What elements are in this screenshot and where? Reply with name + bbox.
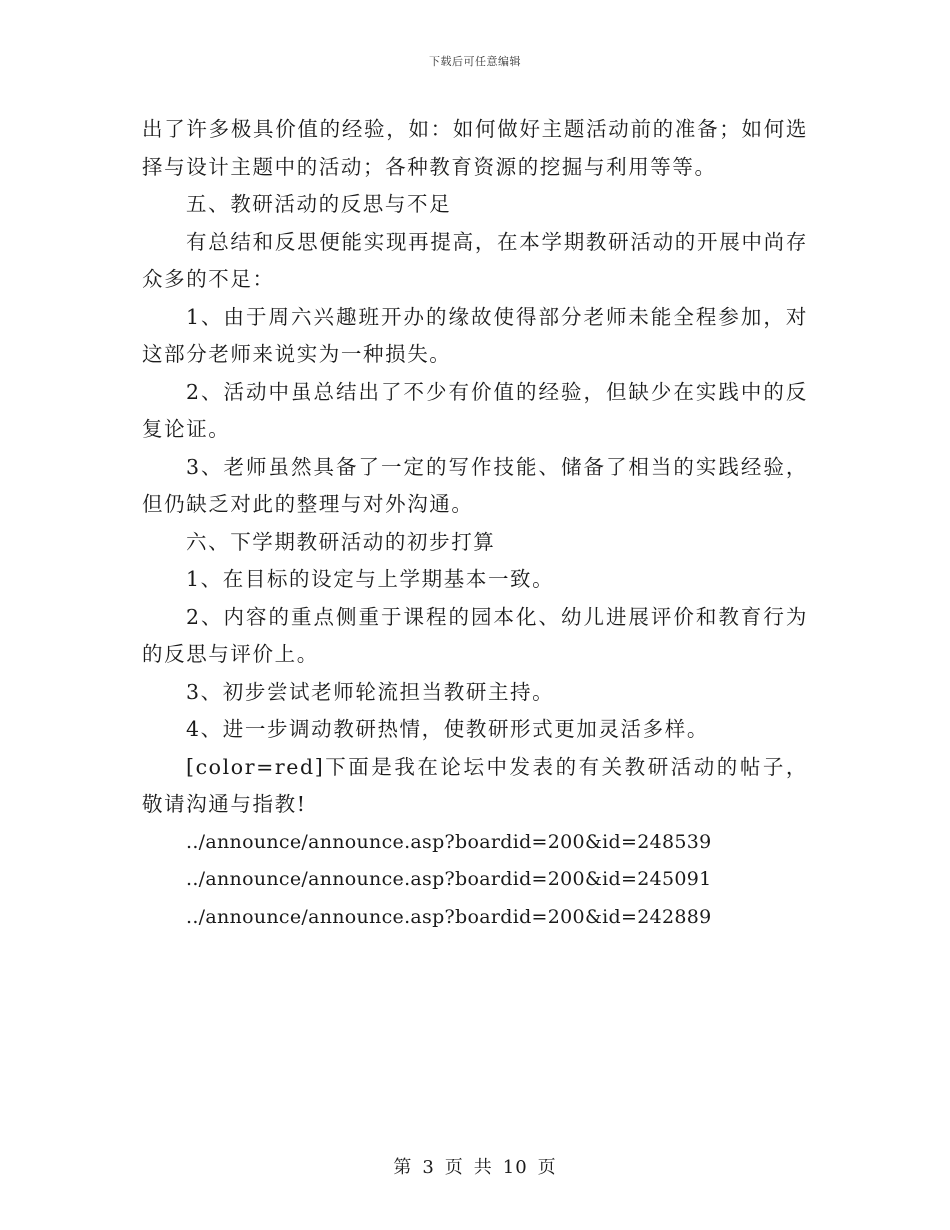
document-body (142, 111, 808, 936)
list-item: 2、活动中虽总结出了不少有价值的经验，但缺少在实践中的反复论证。 (142, 379, 808, 441)
paragraph: [color=red]下面是我在论坛中发表的有关教研活动的帖子，敬请沟通与指教! (142, 754, 808, 816)
list-item: 1、在目标的设定与上学期基本一致。 (186, 567, 555, 591)
forum-link: ../announce/announce.asp?boardid=200&id=248539 (186, 830, 712, 853)
footer-page-unit-end: 页 (537, 1157, 557, 1178)
list-item: 4、进一步调动教研热情，使教研形式更加灵活多样。 (186, 717, 709, 741)
page-header: 下载后可任意编辑 (429, 55, 521, 68)
list-item: 3、老师虽然具备了一定的写作技能、储备了相当的实践经验，但仍缺乏对此的整理与对外沟通。 (142, 454, 808, 516)
footer-current-page: 3 (422, 1157, 435, 1178)
paragraph: 有总结和反思便能实现再提高，在本学期教研活动的开展中尚存众多的不足： (142, 229, 808, 291)
forum-link: ../announce/announce.asp?boardid=200&id=245091 (186, 868, 712, 890)
list-item: 3、初步尝试老师轮流担当教研主持。 (186, 679, 555, 704)
list-item: 1、由于周六兴趣班开办的缘故使得部分老师未能全程参加，对这部分老师来说实为一种损失。 (142, 304, 808, 366)
page-footer (0, 1153, 950, 1179)
section-heading: 六、下学期教研活动的初步打算 (186, 529, 496, 554)
footer-total-label: 共 (473, 1157, 493, 1178)
footer-page-label: 第 (393, 1157, 413, 1178)
section-heading: 五、教研活动的反思与不足 (186, 192, 452, 216)
list-item: 2、内容的重点侧重于课程的园本化、幼儿进展评价和教育行为的反思与评价上。 (142, 604, 808, 666)
forum-link: ../announce/announce.asp?boardid=200&id=242889 (186, 905, 712, 928)
footer-total-pages: 10 (502, 1157, 528, 1178)
paragraph: 出了许多极具价值的经验，如：如何做好主题活动前的准备；如何选择与设计主题中的活动；各种教育资源的挖掘与利用等等。 (142, 117, 808, 179)
footer-page-unit: 页 (444, 1157, 464, 1178)
